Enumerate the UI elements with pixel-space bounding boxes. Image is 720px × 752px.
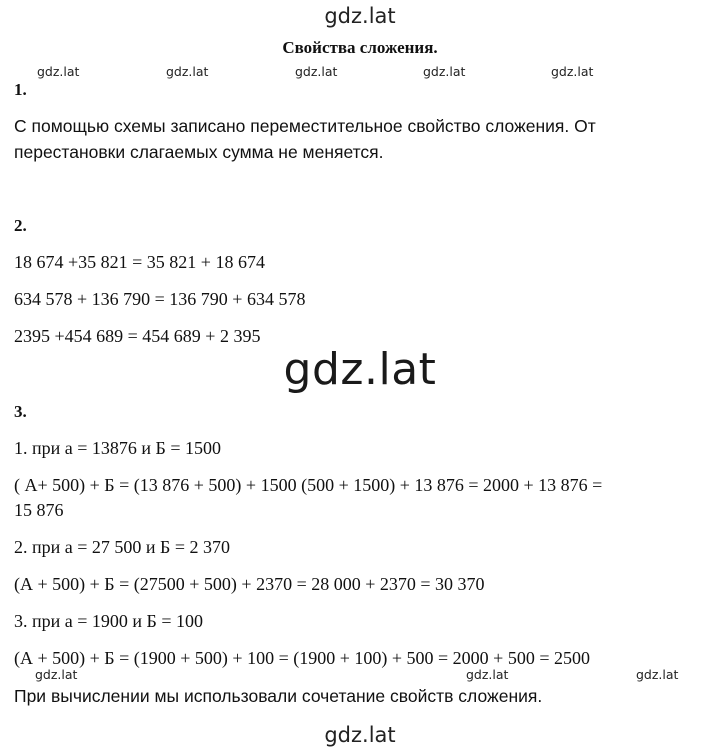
watermark-bottom: gdz.lat: [324, 723, 396, 747]
task-3-line: (А + 500) + Б = (27500 + 500) + 2370 = 28 000 + 2370 = 30 370: [14, 574, 485, 594]
watermark-small: gdz.lat: [551, 64, 594, 79]
watermark-small: gdz.lat: [636, 667, 679, 682]
watermark-small: gdz.lat: [166, 64, 209, 79]
task-3-line: 2. при а = 27 500 и Б = 2 370: [14, 537, 231, 557]
task-3-line: (А + 500) + Б = (1900 + 500) + 100 = (1900 + 100) + 500 = 2000 + 500 = 2500: [14, 648, 590, 668]
task-3-number: 3.: [14, 402, 27, 421]
watermark-small: gdz.lat: [423, 64, 466, 79]
task-2-line: 18 674 +35 821 = 35 821 + 18 674: [14, 252, 265, 272]
watermark-big: gdz.lat: [283, 344, 437, 395]
task-3-line: ( А+ 500) + Б = (13 876 + 500) + 1500 (500 + 1500) + 13 876 = 2000 + 13 876 =: [14, 475, 603, 495]
watermark-small: gdz.lat: [466, 667, 509, 682]
task-1-line: С помощью схемы записано переместительное свойство сложения. От: [14, 116, 596, 136]
task-3-line: 15 876: [14, 500, 64, 520]
task-1-number: 1.: [14, 80, 27, 99]
task-3-line: 1. при а = 13876 и Б = 1500: [14, 438, 222, 458]
task-1-line: перестановки слагаемых сумма не меняется.: [14, 142, 384, 162]
task-2-line: 2395 +454 689 = 454 689 + 2 395: [14, 326, 261, 346]
task-3-line: 3. при а = 1900 и Б = 100: [14, 611, 204, 631]
watermark-small: gdz.lat: [295, 64, 338, 79]
page-title: Свойства сложения.: [282, 38, 438, 57]
task-2-line: 634 578 + 136 790 = 136 790 + 634 578: [14, 289, 306, 309]
task-3-line: При вычислении мы использовали сочетание свойств сложения.: [14, 686, 543, 706]
watermark-small: gdz.lat: [35, 667, 78, 682]
task-2-number: 2.: [14, 216, 27, 235]
watermark-top: gdz.lat: [324, 4, 396, 28]
watermark-small: gdz.lat: [37, 64, 80, 79]
